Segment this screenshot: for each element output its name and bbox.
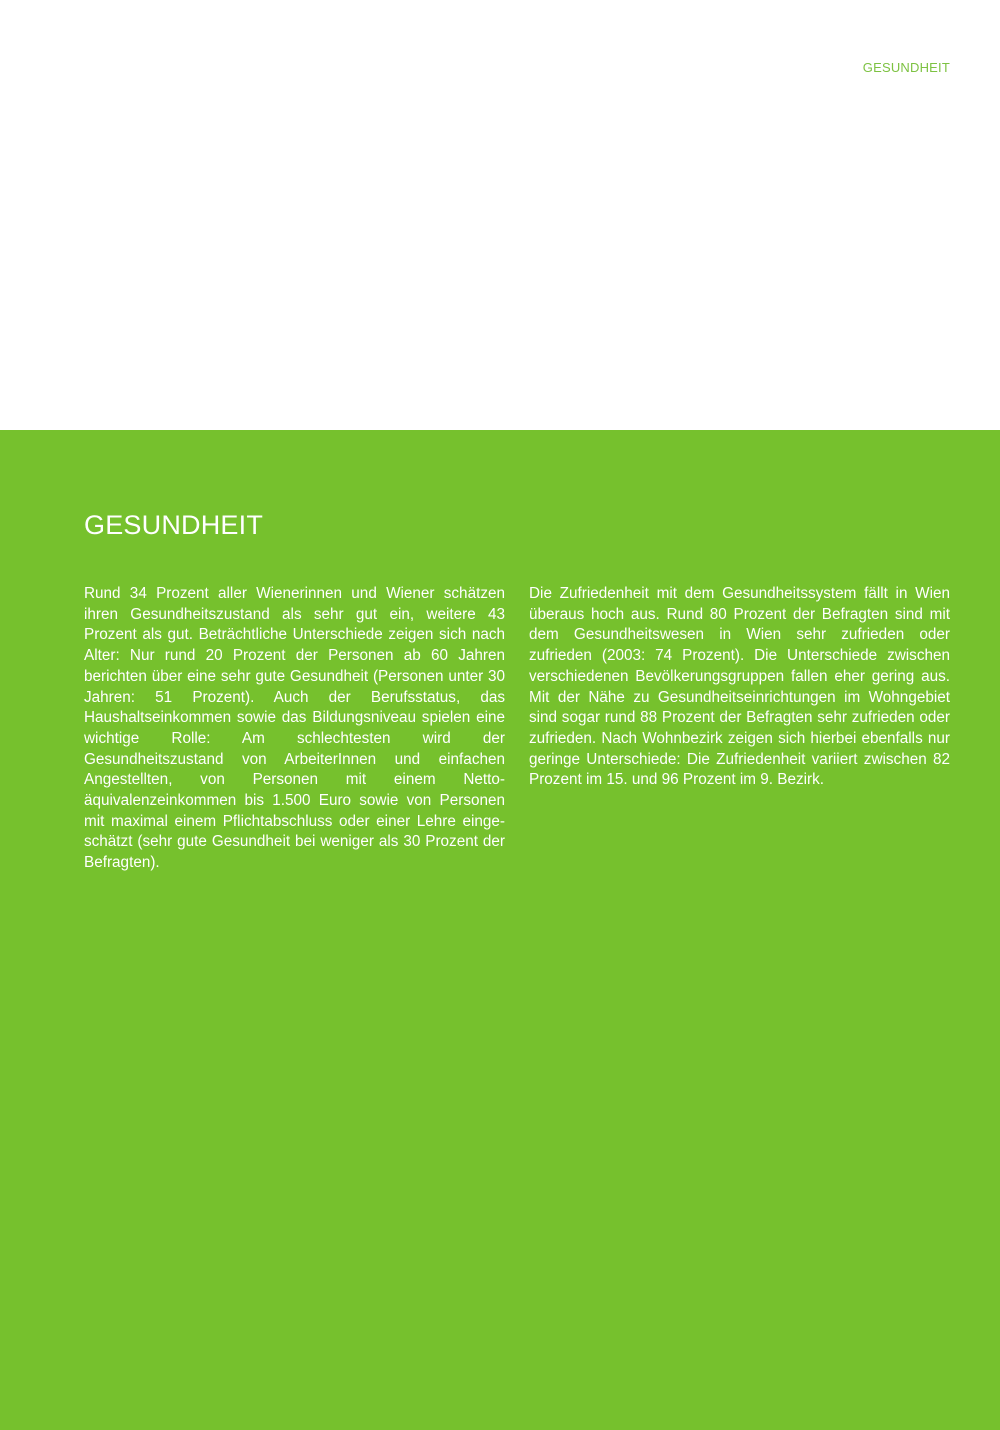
body-paragraph-left: Rund 34 Prozent aller Wienerinnen und Wiener schätzen ihren Gesundheitszustand als sehr gut ein, weitere 43 Prozent als gut. Beträchtliche Unterschiede zeigen sich nach Alter: Nur rund 20 Prozent der Personen ab 60 Jahren berichten über eine sehr gute Gesundheit (Personen unter 30 Jahren: 51 Prozent). Auch der Berufsstatus, das Haushaltseinkommen sowie das Bildungsniveau spielen eine wichtige Rolle: Am schlechtesten wird der Gesundheitszustand von ArbeiterInnen und einfachen Angestellten, von Personen mit einem Nettoäquivalenzeinkommen bis 1.500 Euro sowie von Personen mit maximal einem Pflichtabschluss oder einer Lehre eingeschätzt (sehr gute Gesundheit bei weniger als 30 Prozent der Befragten).: [84, 585, 505, 872]
body-paragraph-right: Die Zufriedenheit mit dem Gesundheitssystem fällt in Wien überaus hoch aus. Rund 80 Prozent der Befragten sind mit dem Gesundheitswesen in Wien sehr zufrieden oder zufrieden (2003: 74 Prozent). Die Unterschiede zwischen verschiedenen Bevölkerungsgruppen fallen eher gering aus. Mit der Nähe zu Gesundheitseinrichtungen im Wohngebiet sind sogar rund 88 Prozent der Befragten sehr zufrieden oder zufrieden. Nach Wohnbezirk zeigen sich hierbei ebenfalls nur geringe Unterschiede: Die Zufriedenheit variiert zwischen 82 Prozent im 15. und 96 Prozent im 9. Bezirk.: [529, 585, 950, 789]
running-header: GESUNDHEIT: [862, 60, 950, 75]
green-content-panel: [0, 430, 1000, 1430]
section-title: GESUNDHEIT: [84, 510, 264, 540]
